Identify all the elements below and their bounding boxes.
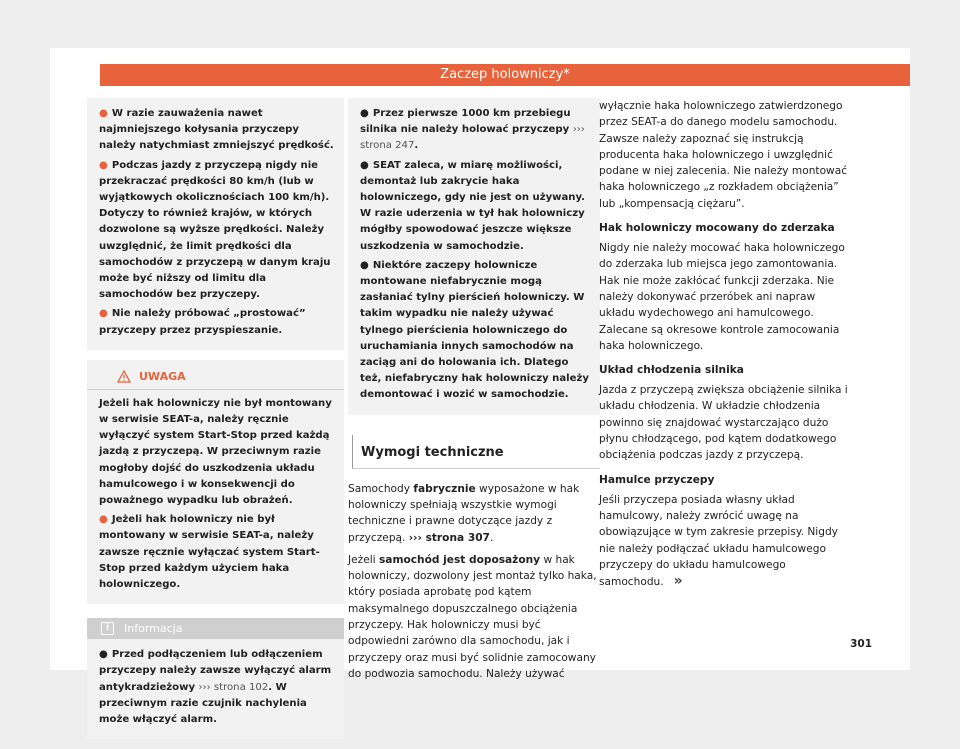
info-header — [87, 618, 344, 639]
bullet: ● Przed podłączeniem lub odłączeniem przyczepy należy zawsze wyłączyć alarm antykradzieżowy ››› strona 102. W przeciwnym razie czujnik nachylenia może włączyć alarm. — [99, 649, 332, 726]
bullet: ● Niektóre zaczepy holownicze montowane niefabrycznie mogą zasłaniać tylny pierścień holowniczy. W takim wypadku nie należy używać tylnego pierścienia holowniczego do uruchamiania innych samochodów na zaciąg ani do holowania ich. Dlatego też, niefabryczny hak holowniczy należy demontować i wozić w samochodzie. — [360, 259, 589, 401]
info-icon: i — [101, 622, 114, 635]
chapter-header: Zaczep holowniczy* — [100, 64, 910, 86]
bullet: ● W razie zauważenia nawet najmniejszego kołysania przyczepy należy natychmiast zmniejszyć prędkość. — [99, 108, 334, 152]
paragraph: Jazda z przyczepą zwiększa obciążenie silnika i układu chłodzenia. W układzie chłodzenia powinno się znajdować wystarczająco dużo płynu chłodzącego, pod kątem dodatkowego obciążenia podczas jazdy z przyczepą. — [599, 384, 848, 462]
bullet: ● Podczas jazdy z przyczepą nigdy nie przekraczać prędkości 80 km/h (lub w wyjątkowych okolicznościach 100 km/h). Dotyczy to również krajów, w których dozwolone są wyższe prędkości. Należy uwzględnić, że limit prędkości dla samochodów z przyczepą w danym kraju może być niższy od limitu dla samochodów bez przyczepy. — [99, 159, 331, 301]
column-3 — [599, 98, 853, 596]
subheading: Hak holowniczy mocowany do zderzaka — [599, 222, 835, 235]
warning-triangle-icon — [117, 370, 131, 383]
warning-header — [87, 368, 344, 390]
warning-continued-box — [348, 98, 600, 415]
bullet: ● Jeżeli hak holowniczy nie był montowany w serwisie SEAT-a, należy zawsze ręcznie wyłączać system Start-Stop przed każdym użyciem haka holowniczego. — [99, 514, 320, 591]
warning-continued-box — [87, 98, 344, 350]
info-box — [87, 618, 344, 739]
bullet: ● Przez pierwsze 1000 km przebiegu silnika nie należy holować przyczepy ››› strona 247. — [360, 108, 585, 152]
warning-title: UWAGA — [139, 369, 186, 383]
warning-box — [87, 360, 344, 604]
continue-arrow-icon: » — [673, 573, 683, 590]
paragraph: Nigdy nie należy mocować haka holowniczego do zderzaka lub miejsca jego zamontowania. Hak nie może zakłócać funkcji zderzaka. Nie należy dokonywać przeróbek ani napraw układu wydechowego ani hamulcowego. Zalecane są okresowe kontrole zamocowania haka holowniczego. — [599, 242, 845, 352]
paragraph: Jeśli przyczepa posiada własny układ hamulcowy, należy zwrócić uwagę na obowiązujące w tym zakresie przepisy. Nigdy nie należy podłączać układu hamulcowego przyczepy do układu hamulcowego samochodu. » — [599, 493, 838, 590]
bullet: ● SEAT zaleca, w miarę możliwości, demontaż lub zakrycie haka holowniczego, gdy nie jest on używany. W razie uderzenia w tył hak holowniczy mógłby spowodować jeszcze większe uszkodzenia w samochodzie. — [360, 159, 585, 252]
subheading: Układ chłodzenia silnika — [599, 364, 744, 377]
paragraph: Jeżeli samochód jest doposażony w hak holowniczy, dozwolony jest montaż tylko haka, który posiada aprobatę pod kątem maksymalnego dopuszczalnego obciążenia przyczepy. Hak holowniczy musi być odpowiedni zarówno dla samochodu, jak i przyczepy oraz musi być solidnie zamocowany do podwozia samochodu. Należy używać — [348, 553, 597, 680]
warning-text: Jeżeli hak holowniczy nie był montowany w serwisie SEAT-a, należy ręcznie wyłączyć system Start-Stop przed każdą jazdą z przyczepą. W przeciwnym razie mogłoby dojść do uszkodzenia układu hamulcowego i w konsekwencji do poważnego wypadku lub obrażeń. — [99, 397, 332, 507]
info-title: Informacja — [124, 622, 183, 636]
page-reference-link[interactable]: ››› strona 307 — [408, 531, 490, 544]
section-title: Wymogi techniczne — [352, 435, 600, 469]
paragraph: wyłącznie haka holowniczego zatwierdzonego przez SEAT-a do danego modelu samochodu. Zawsze należy zapoznać się instrukcją producenta haka holowniczego i uwzględnić podane w niej zalecenia. Nie należy montować haka holowniczego „z rozkładem obciążenia” lub „kompensacją ciężaru”. — [599, 100, 848, 210]
page — [50, 48, 910, 726]
page-reference-link[interactable]: ››› strona 247 — [360, 124, 585, 152]
page-number: 301 — [850, 638, 872, 650]
bullet: ● Nie należy próbować „prostować” przyczepy przez przyspieszanie. — [99, 308, 306, 336]
paragraph: Samochody fabrycznie wyposażone w hak holowniczy spełniają wszystkie wymogi techniczne i prawne dotyczące jazdy z przyczepą. ››› strona 307. — [348, 482, 580, 544]
column-1 — [87, 98, 344, 749]
page-reference-link[interactable]: ››› strona 102 — [198, 681, 269, 693]
subheading: Hamulce przyczepy — [599, 473, 715, 486]
column-2 — [348, 98, 600, 688]
